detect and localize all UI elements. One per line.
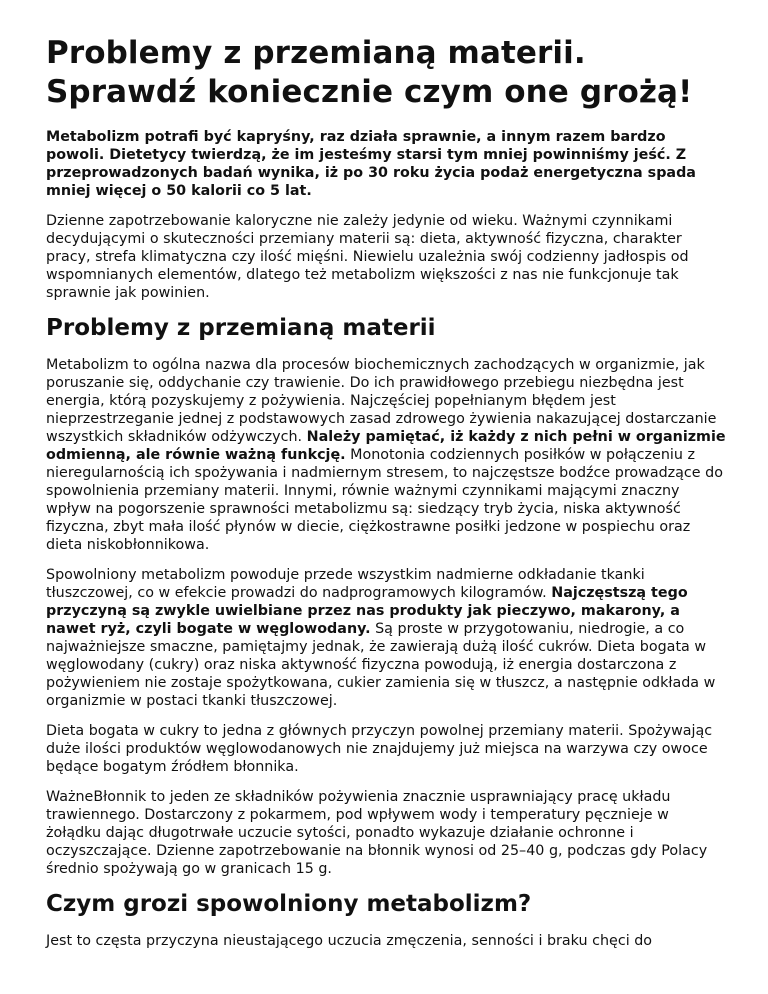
section1-p2-text-start: Spowolniony metabolizm powoduje przede wszystkim nadmierne odkładanie tkanki tłuszczowej, co w efekcie prowadzi do nadprogramowych kilogramów. bbox=[46, 567, 645, 601]
section1-p1-text-start: Metabolizm to ogólna nazwa dla procesów biochemicznych zachodzących w organizmie, jak poruszanie się, oddychanie czy trawienie. Do ich prawidłowego przebiegu niezbędna jest energia, którą pozyskujemy z pożywienia. Najczęściej popełnianym błędem jest nieprzestrzeganie jednej z podstawowych zasad zdrowego żywienia nakazującej dostarczanie wszystkich składników odżywczych. bbox=[46, 357, 717, 445]
section1-p2-text-end: Są proste w przygotowaniu, niedrogie, a co najważniejsze smaczne, pamiętajmy jednak, że zawierają dużą ilość cukrów. Dieta bogata w węglowodany (cukry) oraz niska aktywność fizyczna powodują, iż energia dostarczona z pożywieniem nie zostaje spożytkowana, cukier zamienia się w tłuszcz, a następnie odkłada w organizmie w postaci tkanki tłuszczowej. bbox=[46, 621, 716, 709]
section-heading-problemy: Problemy z przemianą materii bbox=[46, 315, 436, 341]
section-heading-czym-grozi: Czym grozi spowolniony metabolizm? bbox=[46, 891, 532, 917]
section1-paragraph-1 bbox=[46, 356, 728, 554]
section1-p1-text-end: Monotonia codziennych posiłków w połączeniu z nieregularnością ich spożywania i nadmiernym stresem, to najczęstsze bodźce prowadzące do spowolnienia przemiany materii. Innymi, równie ważnymi czynnikami mającymi znaczny wpływ na pogorszenie sprawności metabolizmu są: siedzący tryb życia, niska aktywność fizyczna, zbyt mała ilość płynów w diecie, ciężkostrawne posiłki jedzone w pospiechu oraz dieta niskobłonnikowa. bbox=[46, 447, 723, 553]
section1-p1-bold: Należy pamiętać, iż każdy z nich pełni w organizmie odmienną, ale równie ważną funkcję. bbox=[46, 429, 726, 463]
article-title bbox=[46, 34, 728, 112]
section1-paragraph-3: Dieta bogata w cukry to jedna z głównych przyczyn powolnej przemiany materii. Spożywając duże ilości produktów węglowodanowych nie znajdujemy już miejsca na warzywa czy owoce będące bogatym źródłem błonnika. bbox=[46, 723, 713, 775]
section1-p2-bold: Najczęstszą tego przyczyną są zwykle uwielbiane przez nas produkty jak pieczywo, makarony, a nawet ryż, czyli bogate w węglowodany. bbox=[46, 585, 688, 637]
article-title-line2: Sprawdź koniecznie czym one grożą! bbox=[46, 74, 693, 110]
lead-paragraph: Metabolizm potrafi być kapryśny, raz działa sprawnie, a innym razem bardzo powoli. Dietetycy twierdzą, że im jesteśmy starsi tym mniej powinniśmy jeść. Z przeprowadzonych badań wynika, iż po 30 roku życia podaż energetyczna spada mniej więcej o 50 kalorii co 5 lat. bbox=[46, 129, 696, 199]
section2-paragraph-1: Jest to częsta przyczyna nieustającego uczucia zmęczenia, senności i braku chęci do bbox=[46, 933, 653, 949]
intro-paragraph: Dzienne zapotrzebowanie kaloryczne nie zależy jedynie od wieku. Ważnymi czynnikami decydującymi o skuteczności przemiany materii są: dieta, aktywność fizyczna, charakter pracy, strefa klimatyczna czy ilość mięśni. Niewielu uzależnia swój codzienny jadłospis od wspomnianych elementów, dlatego też metabolizm większości z nas nie funkcjonuje tak sprawnie jak powinien. bbox=[46, 213, 689, 301]
section1-paragraph-4: WażneBłonnik to jeden ze składników pożywienia znacznie usprawniający pracę układu trawiennego. Dostarczony z pokarmem, pod wpływem wody i temperatury pęcznieje w żołądku dając długotrwałe uczucie sytości, ponadto wykazuje działanie ochronne i oczyszczające. Dzienne zapotrzebowanie na błonnik wynosi od 25–40 g, podczas gdy Polacy średnio spożywają go w granicach 15 g. bbox=[46, 789, 708, 877]
section1-paragraph-2 bbox=[46, 566, 728, 710]
article-title-line1: Problemy z przemianą materii. bbox=[46, 35, 586, 71]
